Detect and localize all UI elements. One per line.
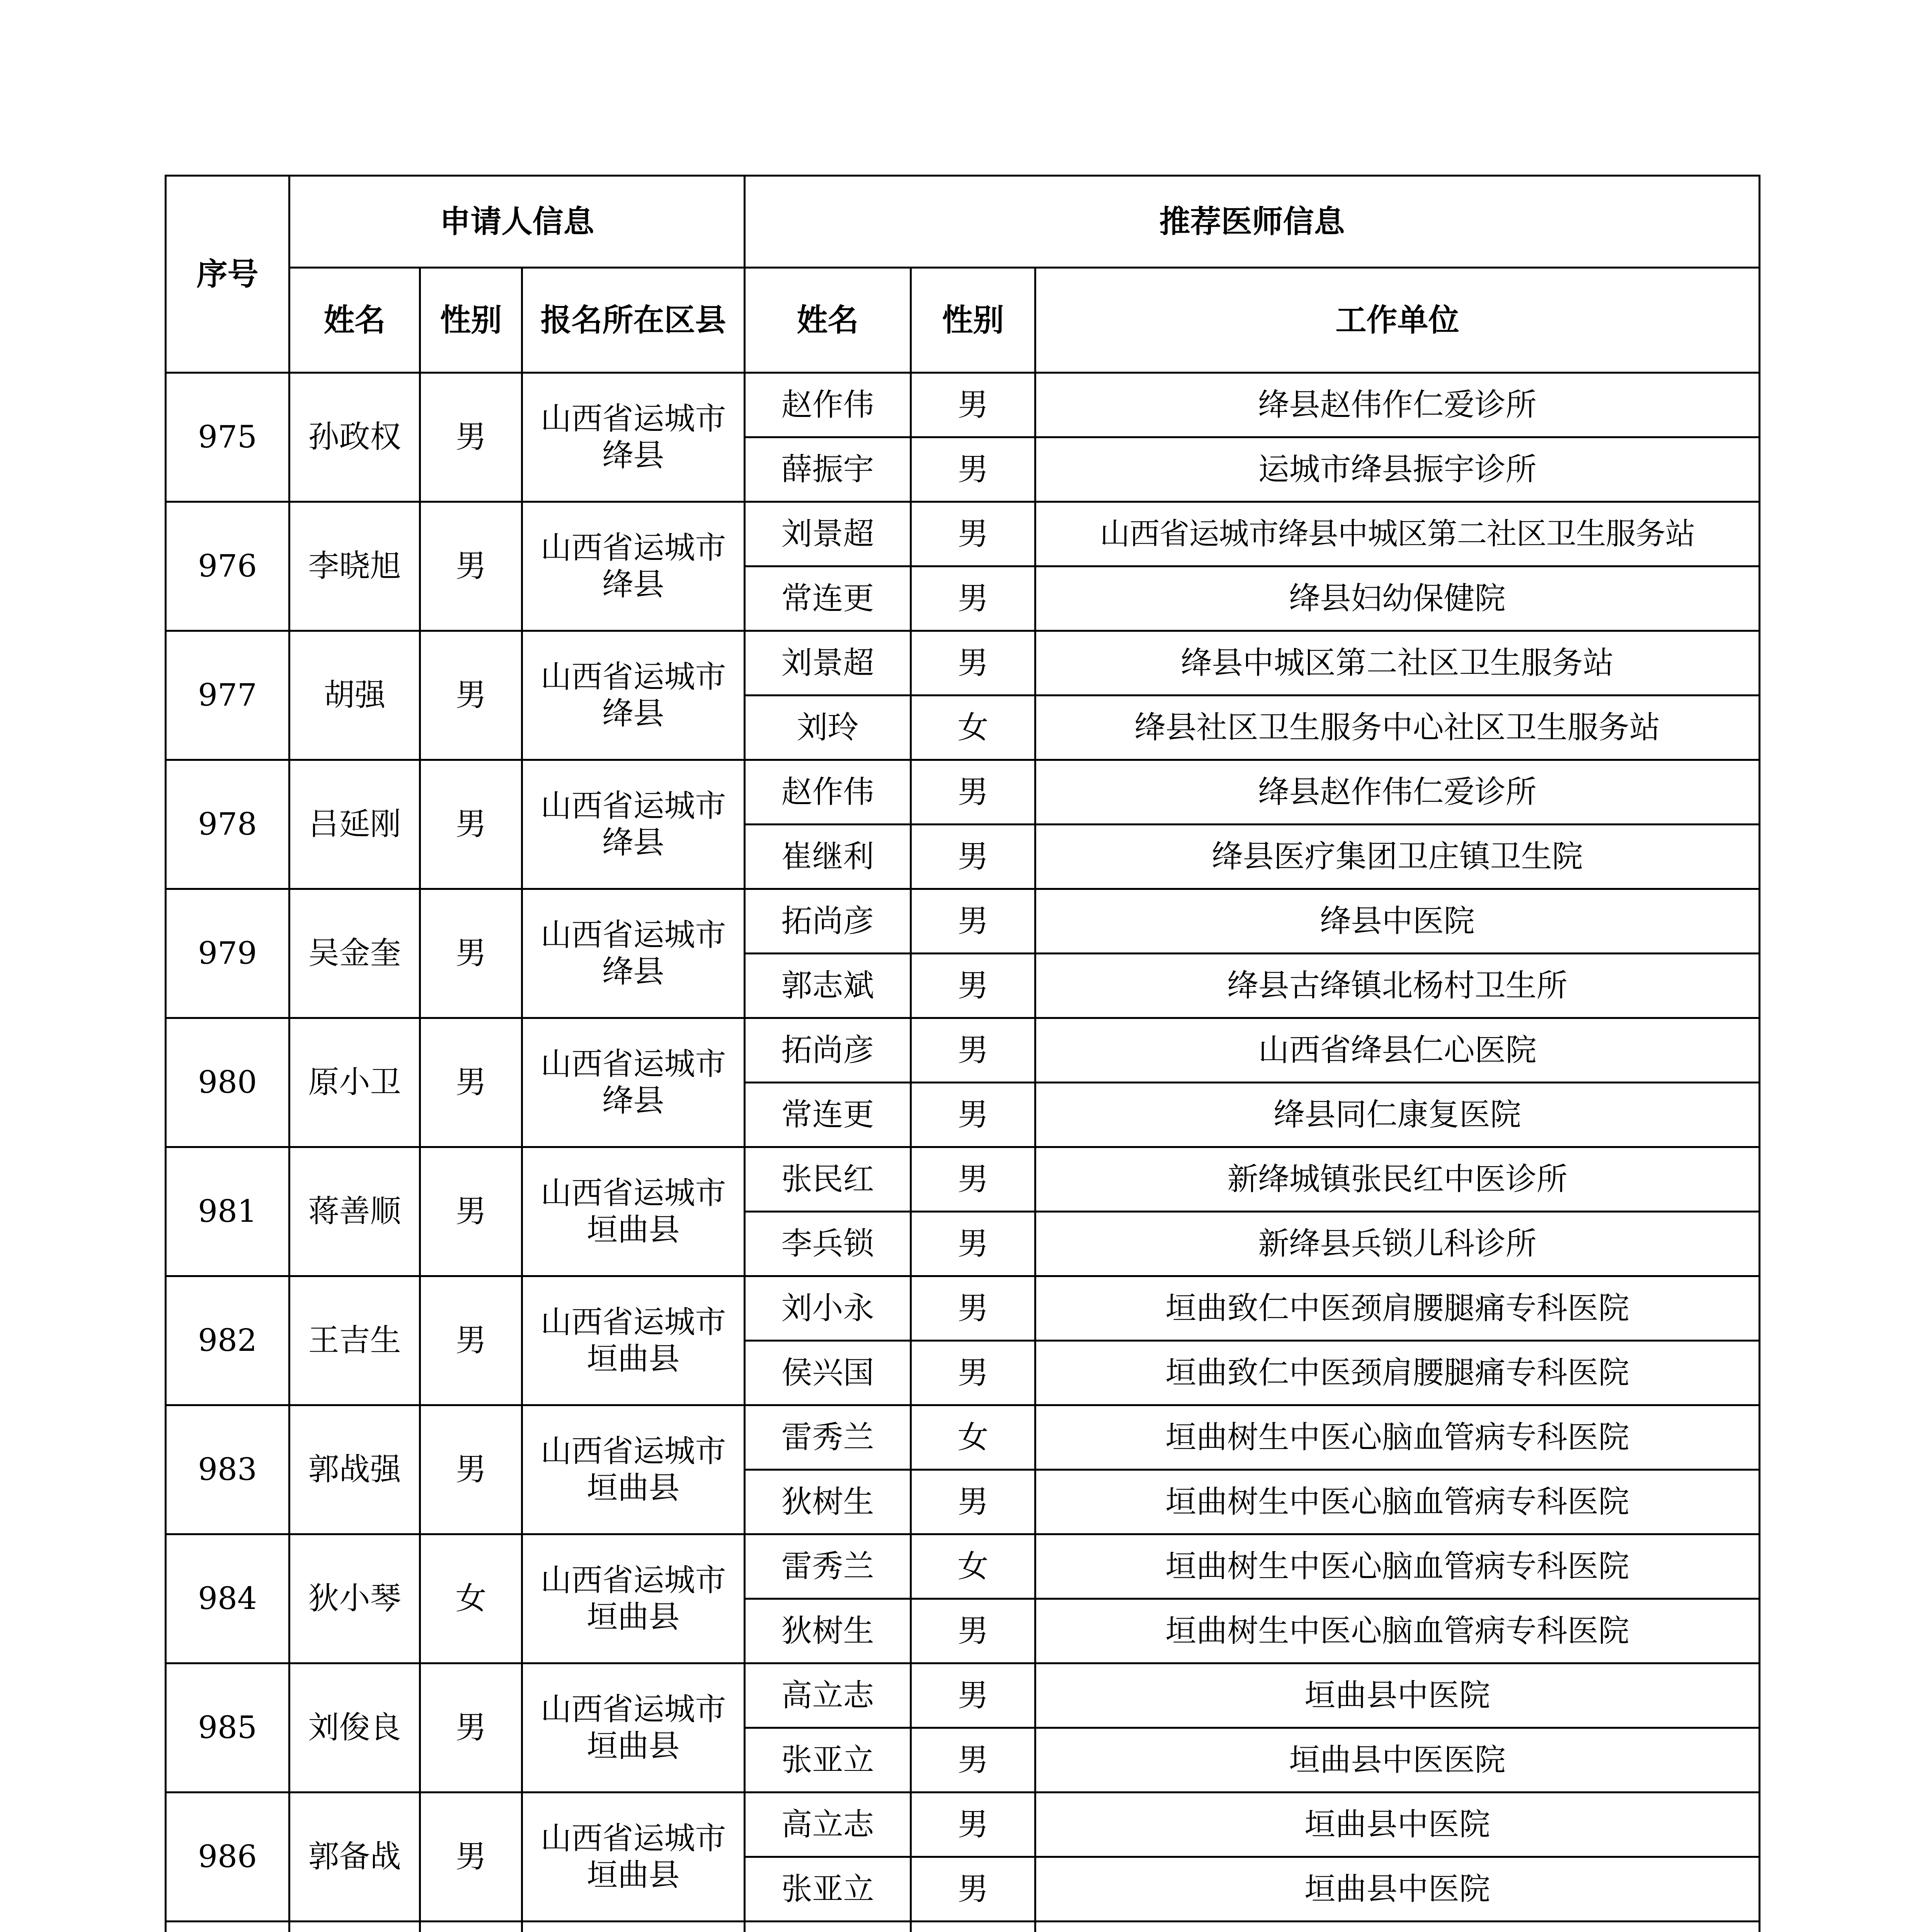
work-unit-cell: 垣曲县中医院 [1035,1663,1760,1728]
doctor-name-cell: 刘玲 [745,696,911,760]
doctor-name-cell: 雷秀兰 [745,1405,911,1470]
doctor-gender-cell: 男 [911,1276,1035,1341]
table-row [166,1922,1760,1932]
doctor-name-cell: 张亚立 [745,1728,911,1793]
work-unit-cell: 垣曲县中医院 [1035,1793,1760,1857]
doctor-gender-cell: 男 [911,1793,1035,1857]
district-cell [522,1922,745,1932]
work-unit-cell: 运城市绛县振宇诊所 [1035,437,1760,502]
doctor-name-cell: 常连更 [745,1083,911,1147]
doctor-gender-cell: 男 [911,889,1035,954]
seq-cell: 984 [166,1534,289,1663]
work-unit-cell: 绛县中医院 [1035,889,1760,954]
doctor-name-cell: 常连更 [745,566,911,631]
doctor-name-cell: 赵作伟 [745,373,911,437]
header-work-unit: 工作单位 [1035,268,1760,373]
header-gender: 性别 [420,268,522,373]
table-row [166,502,1760,566]
applicant-name-cell: 原小卫 [289,1018,420,1147]
applicant-name-cell: 郭战强 [289,1405,420,1534]
district-cell: 山西省运城市绛县 [522,889,745,1018]
seq-cell: 981 [166,1147,289,1276]
work-unit-cell: 绛县医疗集团卫庄镇卫生院 [1035,825,1760,889]
district-cell: 山西省运城市垣曲县 [522,1147,745,1276]
doctor-gender-cell: 男 [911,1857,1035,1922]
applicant-name-cell: 蒋善顺 [289,1147,420,1276]
header-applicant-group: 申请人信息 [289,176,745,268]
table-row [166,1276,1760,1341]
seq-cell: 978 [166,760,289,889]
applicant-gender-cell: 男 [420,889,522,1018]
work-unit-cell: 垣曲县中医院 [1035,1857,1760,1922]
applicant-gender-cell: 男 [420,1405,522,1534]
applicant-gender-cell [420,1922,522,1932]
doctor-gender-cell: 男 [911,1728,1035,1793]
applicant-gender-cell: 男 [420,1663,522,1793]
applicant-gender-cell: 男 [420,502,522,631]
doctor-name-cell: 刘小永 [745,1276,911,1341]
seq-cell: 983 [166,1405,289,1534]
doctor-name-cell: 侯兴国 [745,1341,911,1405]
doctor-gender-cell: 女 [911,1534,1035,1599]
applicant-name-cell: 胡强 [289,631,420,760]
doctor-gender-cell: 女 [911,1405,1035,1470]
seq-cell: 982 [166,1276,289,1405]
header-district: 报名所在区县 [522,268,745,373]
work-unit-cell: 垣曲致仁中医颈肩腰腿痛专科医院 [1035,1276,1760,1341]
applicant-name-cell: 王吉生 [289,1276,420,1405]
doctor-name-cell: 赵作伟 [745,760,911,825]
doctor-gender-cell: 男 [911,1083,1035,1147]
doctor-name-cell: 刘景超 [745,502,911,566]
doctor-name-cell: 高立志 [745,1663,911,1728]
doctor-name-cell: 拓尚彦 [745,1018,911,1083]
table-header [166,176,1760,373]
applicant-name-cell: 刘俊良 [289,1663,420,1793]
doctor-gender-cell [911,1922,1035,1932]
applicant-name-cell [289,1922,420,1932]
district-cell: 山西省运城市垣曲县 [522,1276,745,1405]
applicant-gender-cell: 男 [420,760,522,889]
work-unit-cell: 山西省运城市绛县中城区第二社区卫生服务站 [1035,502,1760,566]
work-unit-cell: 绛县古绛镇北杨村卫生所 [1035,954,1760,1018]
seq-cell: 980 [166,1018,289,1147]
doctor-name-cell: 崔继利 [745,825,911,889]
header-doctor-name: 姓名 [745,268,911,373]
applicant-name-cell: 李晓旭 [289,502,420,631]
district-cell: 山西省运城市绛县 [522,502,745,631]
applicant-name-cell: 吕延刚 [289,760,420,889]
table-row [166,1793,1760,1857]
district-cell: 山西省运城市绛县 [522,760,745,889]
header-name: 姓名 [289,268,420,373]
work-unit-cell: 新绛城镇张民红中医诊所 [1035,1147,1760,1212]
header-seq: 序号 [166,176,289,373]
work-unit-cell: 垣曲树生中医心脑血管病专科医院 [1035,1534,1760,1599]
applicant-name-cell: 狄小琴 [289,1534,420,1663]
doctor-gender-cell: 男 [911,1018,1035,1083]
applicant-gender-cell: 男 [420,1276,522,1405]
table-row [166,1405,1760,1470]
doctor-name-cell: 狄树生 [745,1599,911,1663]
work-unit-cell: 绛县赵伟作仁爱诊所 [1035,373,1760,437]
table-row [166,373,1760,437]
doctor-gender-cell: 男 [911,1341,1035,1405]
doctor-gender-cell: 男 [911,825,1035,889]
doctor-gender-cell: 男 [911,566,1035,631]
applicant-gender-cell: 男 [420,631,522,760]
seq-cell [166,1922,289,1932]
applicant-name-cell: 郭备战 [289,1793,420,1922]
work-unit-cell: 垣曲树生中医心脑血管病专科医院 [1035,1405,1760,1470]
doctor-name-cell: 张亚立 [745,1857,911,1922]
applicant-name-cell: 孙政权 [289,373,420,502]
seq-cell: 976 [166,502,289,631]
applicant-name-cell: 吴金奎 [289,889,420,1018]
doctor-gender-cell: 男 [911,631,1035,696]
table-row [166,1018,1760,1083]
table-row [166,1663,1760,1728]
work-unit-cell: 绛县社区卫生服务中心社区卫生服务站 [1035,696,1760,760]
table-row [166,1534,1760,1599]
doctor-name-cell: 拓尚彦 [745,889,911,954]
district-cell: 山西省运城市绛县 [522,1018,745,1147]
applicant-gender-cell: 男 [420,1018,522,1147]
work-unit-cell: 垣曲县中医医院 [1035,1728,1760,1793]
table-body [166,373,1760,1932]
applicant-gender-cell: 男 [420,1793,522,1922]
work-unit-cell [1035,1922,1760,1932]
doctor-name-cell [745,1922,911,1932]
work-unit-cell: 绛县妇幼保健院 [1035,566,1760,631]
table-row [166,889,1760,954]
seq-cell: 986 [166,1793,289,1922]
doctor-name-cell: 刘景超 [745,631,911,696]
seq-cell: 985 [166,1663,289,1793]
doctor-name-cell: 狄树生 [745,1470,911,1534]
applicant-gender-cell: 男 [420,373,522,502]
table-row [166,760,1760,825]
work-unit-cell: 绛县赵作伟仁爱诊所 [1035,760,1760,825]
doctor-gender-cell: 女 [911,696,1035,760]
district-cell: 山西省运城市绛县 [522,373,745,502]
doctor-gender-cell: 男 [911,1212,1035,1276]
doctor-name-cell: 郭志斌 [745,954,911,1018]
doctor-gender-cell: 男 [911,1599,1035,1663]
doctor-name-cell: 雷秀兰 [745,1534,911,1599]
work-unit-cell: 山西省绛县仁心医院 [1035,1018,1760,1083]
doctor-name-cell: 李兵锁 [745,1212,911,1276]
doctor-name-cell: 高立志 [745,1793,911,1857]
doctor-gender-cell: 男 [911,1147,1035,1212]
district-cell: 山西省运城市垣曲县 [522,1793,745,1922]
doctor-gender-cell: 男 [911,760,1035,825]
doctor-gender-cell: 男 [911,1470,1035,1534]
work-unit-cell: 新绛县兵锁儿科诊所 [1035,1212,1760,1276]
work-unit-cell: 绛县同仁康复医院 [1035,1083,1760,1147]
applicant-table [165,175,1760,1932]
doctor-name-cell: 薛振宇 [745,437,911,502]
table-row [166,631,1760,696]
doctor-gender-cell: 男 [911,954,1035,1018]
table-row [166,1147,1760,1212]
seq-cell: 979 [166,889,289,1018]
work-unit-cell: 垣曲树生中医心脑血管病专科医院 [1035,1470,1760,1534]
header-doctor-gender: 性别 [911,268,1035,373]
district-cell: 山西省运城市垣曲县 [522,1405,745,1534]
doctor-gender-cell: 男 [911,502,1035,566]
seq-cell: 977 [166,631,289,760]
work-unit-cell: 垣曲树生中医心脑血管病专科医院 [1035,1599,1760,1663]
district-cell: 山西省运城市绛县 [522,631,745,760]
applicant-gender-cell: 男 [420,1147,522,1276]
applicant-gender-cell: 女 [420,1534,522,1663]
work-unit-cell: 垣曲致仁中医颈肩腰腿痛专科医院 [1035,1341,1760,1405]
district-cell: 山西省运城市垣曲县 [522,1663,745,1793]
doctor-gender-cell: 男 [911,373,1035,437]
district-cell: 山西省运城市垣曲县 [522,1534,745,1663]
doctor-name-cell: 张民红 [745,1147,911,1212]
work-unit-cell: 绛县中城区第二社区卫生服务站 [1035,631,1760,696]
seq-cell: 975 [166,373,289,502]
doctor-gender-cell: 男 [911,1663,1035,1728]
header-doctor-group: 推荐医师信息 [745,176,1760,268]
doctor-gender-cell: 男 [911,437,1035,502]
